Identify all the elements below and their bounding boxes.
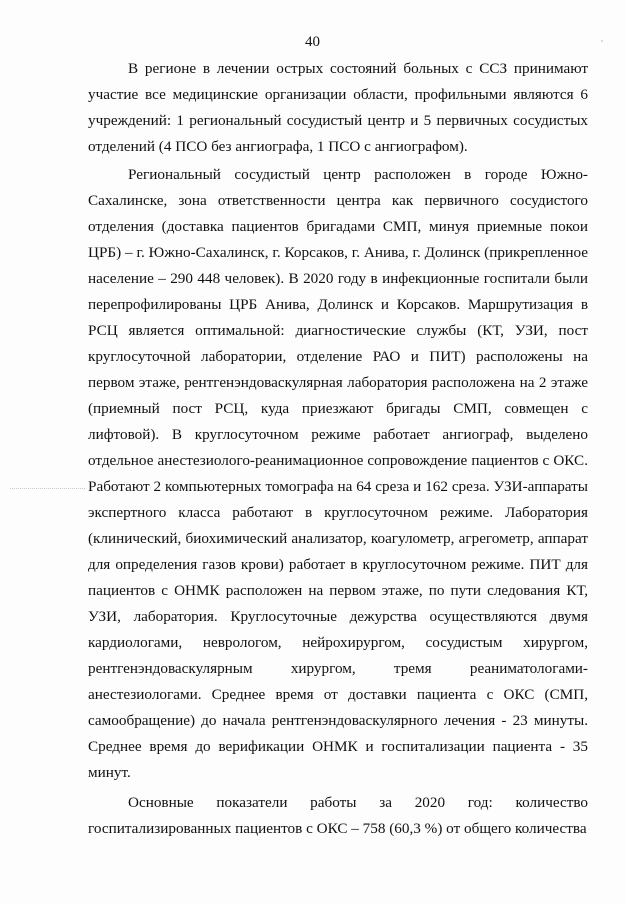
document-body <box>88 56 588 842</box>
scan-speck <box>601 40 603 42</box>
page-number: 40 <box>305 34 320 50</box>
paragraph-regional-overview: В регионе в лечении острых состояний больных с ССЗ принимают участие все медицинские организации области, профильными являются 6 учреждений: 1 региональный сосудистый центр и 5 первичных сосудистых отделений (4 ПСО без ангиографа, 1 ПСО с ангиографом). <box>88 60 588 155</box>
paragraph-vascular-center: Региональный сосудистый центр расположен в городе Южно-Сахалинске, зона ответственности центра как первичного сосудистого отделения (доставка пациентов бригадами СМП, минуя приемные покои ЦРБ) – г. Южно-Сахалинск, г. Корсаков, г. Анива, г. Долинск (прикрепленное население – 290 448 человек). В 2020 году в инфекционные госпитали были перепрофилированы ЦРБ Анива, Долинск и Корсаков. Маршрутизация в РСЦ является оптимальной: диагностические службы (КТ, УЗИ, пост круглосуточной лаборатории, отделение РАО и ПИТ) расположены на первом этаже, рентгенэндоваскулярная лаборатория расположена на 2 этаже (приемный пост РСЦ, куда приезжают бригады СМП, совмещен с лифтовой). В круглосуточном режиме работает ангиограф, выделено отдельное анестезиолого-реанимационное сопровождение пациентов с ОКС. Работают 2 компьютерных томографа на 64 среза и 162 среза. УЗИ-аппараты экспертного класса работают в круглосуточном режиме. Лаборатория (клинический, биохимический анализатор, коагулометр, агрегометр, аппарат для определения газов крови) работает в круглосуточном режиме. ПИТ для пациентов с ОНМК расположен на первом этаже, по пути следования КТ, УЗИ, лаборатория. Круглосуточные дежурства осуществляются двумя кардиологами, неврологом, нейрохирургом, сосудистым хирургом, рентгенэндоваскулярным хирургом, тремя реаниматологами-анестезиологами. Среднее время от доставки пациента с ОКС (СМП, самообращение) до начала рентгенэндоваскулярного лечения - 23 минуты. Среднее время до верификации ОНМК и госпитализации пациента - 35 минут. <box>88 166 588 781</box>
scan-artifact <box>10 488 85 490</box>
paragraph-main-indicators: Основные показатели работы за 2020 год: количество госпитализированных пациентов с ОКС – 758 (60,3 %) от общего количества <box>88 794 588 837</box>
